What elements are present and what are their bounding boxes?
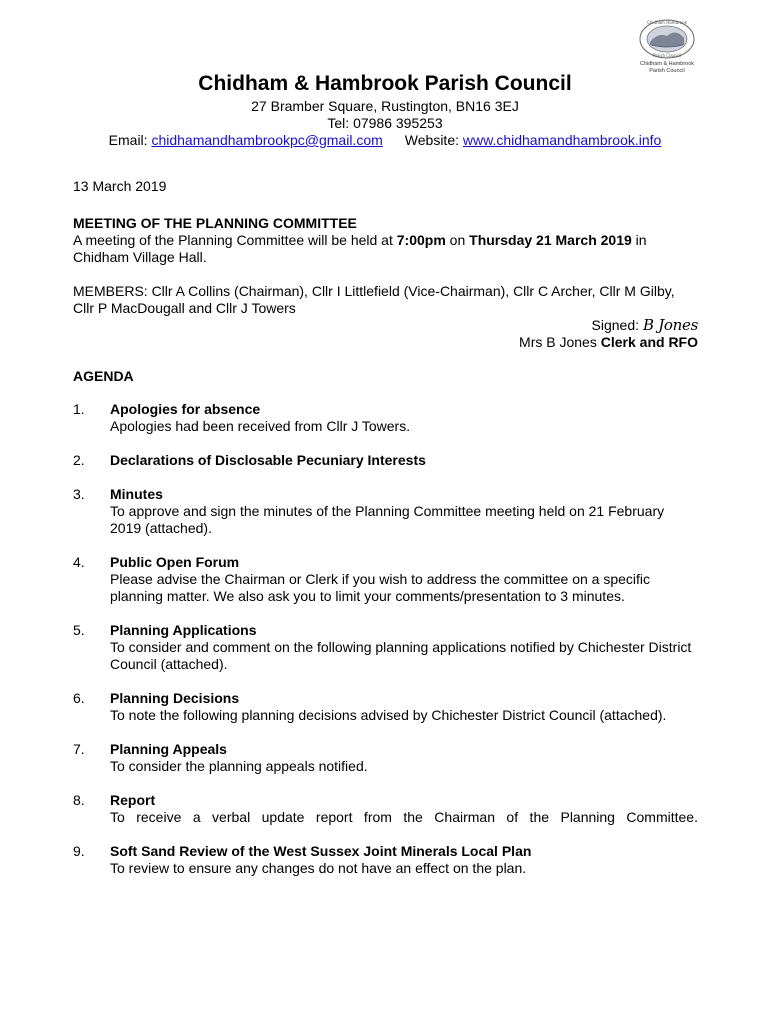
agenda-item-number: 4. xyxy=(73,554,85,570)
agenda-item xyxy=(73,401,698,435)
council-seal-icon xyxy=(638,18,696,60)
email-link[interactable]: chidhamandhambrookpc@gmail.com xyxy=(151,132,383,148)
agenda-item-text: To approve and sign the minutes of the Planning Committee meeting held on 21 February 2019 (attached). xyxy=(110,503,665,536)
agenda-item xyxy=(73,843,698,877)
agenda-item xyxy=(73,486,698,537)
agenda-item-text: Apologies had been received from Cllr J Towers. xyxy=(110,418,411,434)
logo-ring-text-top: Chidham Hambrook xyxy=(647,20,687,25)
logo-ring-text-bottom: Parish Council xyxy=(652,53,682,58)
agenda-item-title: Planning Applications xyxy=(110,622,257,638)
meeting-heading: MEETING OF THE PLANNING COMMITTEE xyxy=(73,215,357,231)
agenda-item-title: Planning Decisions xyxy=(110,690,240,706)
agenda-item-title: Report xyxy=(110,792,156,808)
agenda-item xyxy=(73,792,698,826)
agenda-item xyxy=(73,741,698,775)
agenda-item xyxy=(73,622,698,673)
signatory xyxy=(73,334,698,351)
meeting-text-1: A meeting of the Planning Committee will be held at xyxy=(73,232,397,248)
agenda-item-text: To note the following planning decisions advised by Chichester District Council (attached). xyxy=(110,707,667,723)
agenda-heading: AGENDA xyxy=(73,368,134,384)
agenda-item-text: To consider and comment on the following planning applications notified by Chichester District Council (attached). xyxy=(110,639,692,672)
signed-label: Signed: xyxy=(591,317,640,333)
telephone: Tel: 07986 395253 xyxy=(327,115,443,131)
agenda-item xyxy=(73,452,698,469)
signatory-role: Clerk and RFO xyxy=(600,334,698,350)
members-list: MEMBERS: Cllr A Collins (Chairman), Cllr I Littlefield (Vice-Chairman), Cllr C Archer, Cllr M Gilby, Cllr P MacDougall and Cllr J Towers xyxy=(73,283,675,316)
meeting-notice xyxy=(73,215,698,266)
agenda-item-title: Planning Appeals xyxy=(110,741,227,757)
website-label: Website: xyxy=(404,132,463,148)
agenda-item-title: Apologies for absence xyxy=(110,401,261,417)
agenda-item-number: 3. xyxy=(73,486,85,502)
agenda-item-number: 1. xyxy=(73,401,85,417)
agenda-item-title: Public Open Forum xyxy=(110,554,240,570)
agenda-item-title: Minutes xyxy=(110,486,163,502)
council-logo xyxy=(636,18,698,75)
agenda-item-number: 5. xyxy=(73,622,85,638)
email-label: Email: xyxy=(108,132,152,148)
signature: B Jones xyxy=(643,316,698,334)
agenda-item-text: To receive a verbal update report from the Chairman of the Planning Committee. xyxy=(110,809,698,825)
logo-caption: Chidham & Hambrook Parish Council xyxy=(639,61,695,74)
document-body xyxy=(73,178,698,894)
council-title: Chidham & Hambrook Parish Council xyxy=(198,72,572,95)
agenda-item-text: To review to ensure any changes do not have an effect on the plan. xyxy=(110,860,527,876)
meeting-text-2: on xyxy=(445,232,470,248)
agenda-item-text: Please advise the Chairman or Clerk if you wish to address the committee on a specific planning matter. We also ask you to limit your comments/presentation to 3 minutes. xyxy=(110,571,651,604)
document-date: 13 March 2019 xyxy=(73,178,167,194)
agenda-item xyxy=(73,690,698,724)
agenda-item-number: 2. xyxy=(73,452,85,468)
agenda-item-number: 7. xyxy=(73,741,85,757)
agenda-item-number: 8. xyxy=(73,792,85,808)
agenda-item xyxy=(73,554,698,605)
agenda-item-number: 6. xyxy=(73,690,85,706)
agenda-item-title: Soft Sand Review of the West Sussex Joint Minerals Local Plan xyxy=(110,843,532,859)
contact-line xyxy=(0,132,770,149)
meeting-time: 7:00pm xyxy=(396,232,446,248)
agenda-item-text: To consider the planning appeals notified. xyxy=(110,758,368,774)
agenda-item-number: 9. xyxy=(73,843,85,859)
website-link[interactable]: www.chidhamandhambrook.info xyxy=(462,132,662,148)
meeting-text-3: in Chidham Village Hall. xyxy=(73,232,647,265)
agenda-list xyxy=(73,401,698,877)
letterhead xyxy=(0,70,770,149)
signatory-name: Mrs B Jones xyxy=(519,334,601,350)
address: 27 Bramber Square, Rustington, BN16 3EJ xyxy=(251,98,519,114)
signature-line xyxy=(73,317,698,334)
agenda-item-title: Declarations of Disclosable Pecuniary Interests xyxy=(110,452,426,468)
meeting-day: Thursday 21 March 2019 xyxy=(469,232,632,248)
